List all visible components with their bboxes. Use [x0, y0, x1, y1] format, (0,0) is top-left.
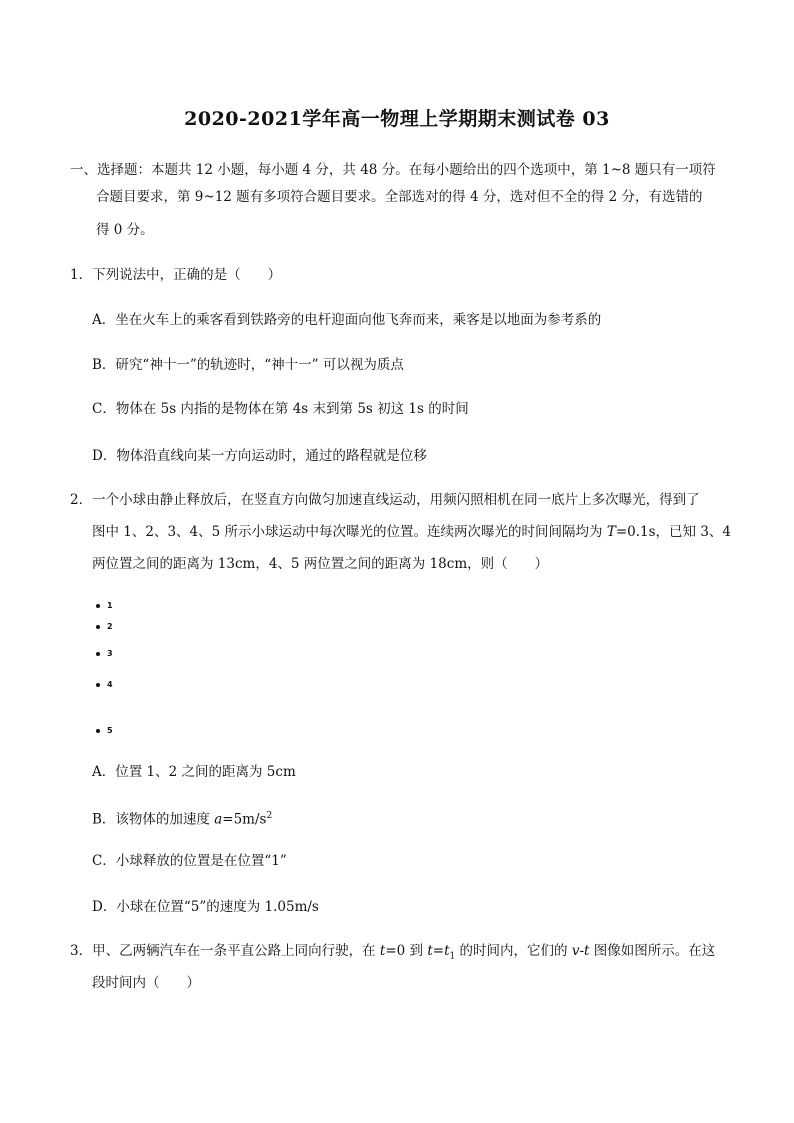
question-3-stem-line-1: [70, 941, 715, 967]
ball-position-dot: [96, 652, 100, 656]
time-subscript: 1: [449, 951, 456, 962]
section-instructions-line-1: 一、选择题：本题共 12 小题，每小题 4 分，共 48 分。在每小题给出的四个选项中，第 1~8 题只有一项符: [70, 162, 716, 178]
question-1-option-c: C．物体在 5s 内指的是物体在第 4s 末到第 5s 初这 1s 的时间: [92, 401, 469, 417]
q3-text-5: 图像如图所示。在这: [589, 943, 716, 959]
ball-position-dot: [96, 604, 100, 608]
question-1-option-a: A．坐在火车上的乘客看到铁路旁的电杆迎面向他飞奔而来，乘客是以地面为参考系的: [92, 312, 602, 328]
ball-position-dot: [96, 683, 100, 687]
question-2-stem-line-2: [92, 522, 731, 542]
time-variable: t: [444, 943, 450, 959]
question-2-option-c: C．小球释放的位置是在位置“1”: [92, 853, 287, 869]
ball-position-label: 5: [107, 726, 113, 735]
ball-position-label: 4: [107, 680, 113, 689]
question-1-stem: 1．下列说法中，正确的是（ ）: [70, 267, 282, 283]
question-1-option-b: B．研究“神十一”的轨迹时，“神十一” 可以视为质点: [92, 357, 404, 373]
q3-text-4: 的时间内，它们的: [455, 943, 572, 959]
question-1-option-d: D．物体沿直线向某一方向运动时，通过的路程就是位移: [92, 448, 427, 464]
question-2-stem-line-3: 两位置之间的距离为 13cm，4、5 两位置之间的距离为 18cm，则（ ）: [92, 556, 549, 572]
ball-position-label: 1: [107, 601, 113, 610]
question-2-stem-text: 图中 1、2、3、4、5 所示小球运动中每次曝光的位置。连续两次曝光的时间间隔均为: [92, 524, 607, 540]
question-2-stem-line-1: 2．一个小球由静止释放后，在竖直方向做匀加速直线运动，用频闪照相机在同一底片上多次曝光，得到了: [70, 492, 700, 508]
ball-position-label: 3: [107, 649, 113, 658]
question-2-stem-text-end: =0.1s，已知 3、4: [615, 524, 732, 540]
ball-position-dot: [96, 729, 100, 733]
question-2-option-b: [92, 806, 272, 830]
section-instructions-line-3: 得 0 分。: [96, 222, 154, 238]
ball-position-label: 2: [107, 622, 113, 631]
time-variable: t: [427, 943, 433, 959]
q3-text-3: =: [432, 943, 445, 959]
unit-exponent: 2: [266, 811, 273, 821]
period-variable: T: [606, 524, 616, 540]
option-b-text: B．该物体的加速度: [92, 811, 215, 828]
acceleration-variable: a: [214, 811, 223, 828]
q3-text-2: =0 到: [385, 943, 428, 959]
question-3-stem-line-2: 段时间内（ ）: [92, 975, 200, 991]
time-variable: t: [584, 943, 590, 959]
velocity-variable: v: [571, 943, 580, 959]
acceleration-value: =5m/s: [222, 811, 267, 828]
q3-dash: -: [579, 943, 585, 959]
page-title: 2020-2021学年高一物理上学期期末测试卷 03: [184, 108, 610, 130]
question-2-option-a: A．位置 1、2 之间的距离为 5cm: [92, 764, 296, 780]
time-variable: t: [379, 943, 386, 959]
section-instructions-line-2: 合题目要求，第 9~12 题有多项符合题目要求。全部选对的得 4 分，选对但不全的得 2 分，有选错的: [96, 189, 703, 205]
ball-position-dot: [96, 625, 100, 629]
question-2-option-d: D．小球在位置“5”的速度为 1.05m/s: [92, 899, 319, 915]
q3-text-1: 3．甲、乙两辆汽车在一条平直公路上同向行驶，在: [70, 943, 380, 959]
